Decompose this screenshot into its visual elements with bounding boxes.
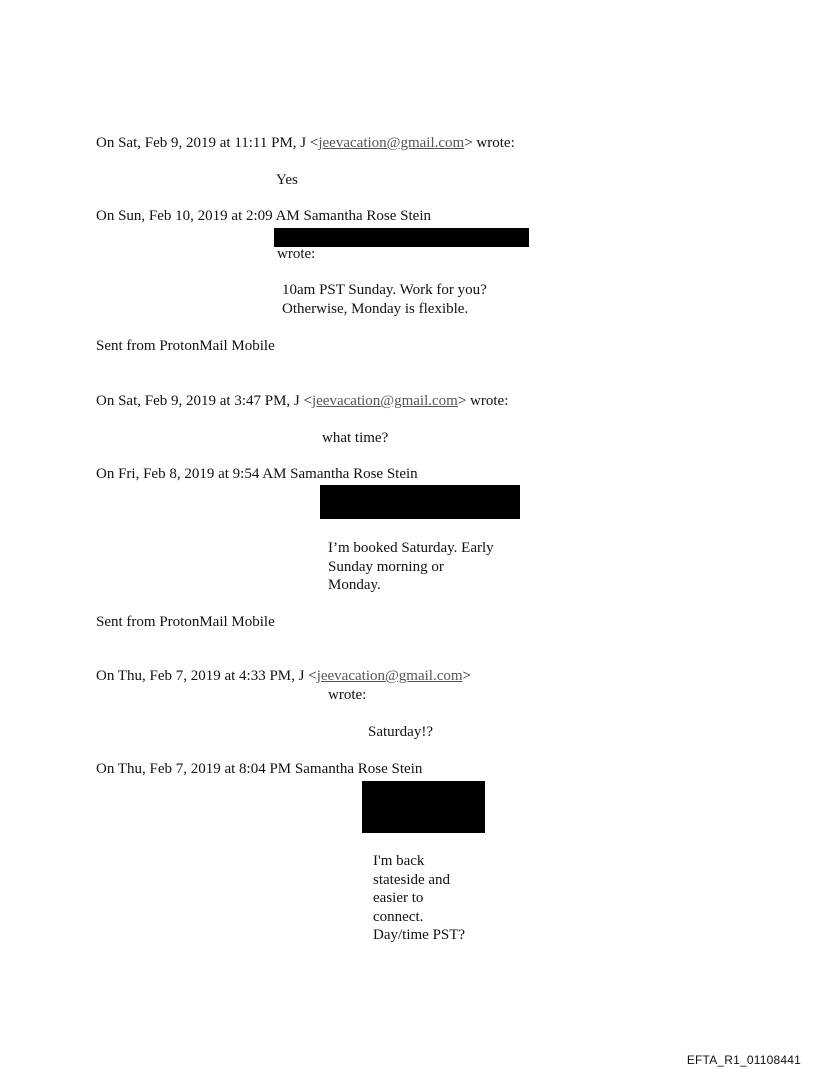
redaction-box — [362, 781, 485, 833]
email-header-5 — [96, 667, 471, 685]
email-link[interactable]: jeevacation@gmail.com — [311, 393, 458, 409]
signature: Sent from ProtonMail Mobile — [96, 614, 275, 630]
body-line: Monday. — [328, 577, 381, 593]
body-line: 10am PST Sunday. Work for you? — [282, 282, 487, 298]
body-line: stateside and — [373, 871, 451, 888]
email-body-1: Yes — [276, 172, 298, 188]
header-text: On Thu, Feb 7, 2019 at 4:33 PM, J < — [96, 668, 317, 684]
wrote-label: wrote: — [328, 687, 367, 703]
email-body-4 — [328, 539, 494, 595]
email-header-4: On Fri, Feb 8, 2019 at 9:54 AM Samantha Rose Stein — [96, 466, 418, 482]
email-header-2: On Sun, Feb 10, 2019 at 2:09 AM Samantha Rose Stein — [96, 208, 431, 224]
body-line: I'm back — [373, 853, 425, 869]
body-line: Otherwise, Monday is flexible. — [282, 300, 469, 317]
header-text: > wrote: — [464, 135, 515, 151]
body-line: Sunday morning or — [328, 558, 444, 575]
email-header-3 — [96, 392, 508, 410]
signature: Sent from ProtonMail Mobile — [96, 338, 275, 354]
email-body-6 — [373, 852, 465, 945]
email-header-6: On Thu, Feb 7, 2019 at 8:04 PM Samantha Rose Stein — [96, 761, 423, 777]
email-link[interactable]: jeevacation@gmail.com — [318, 135, 465, 151]
header-text: > — [462, 668, 472, 684]
document-id: EFTA_R1_01108441 — [686, 1053, 801, 1067]
email-body-2 — [282, 281, 487, 318]
email-body-3: what time? — [322, 430, 389, 446]
header-text: On Sat, Feb 9, 2019 at 11:11 PM, J < — [96, 135, 319, 151]
wrote-label: wrote: — [277, 246, 316, 262]
redaction-box — [320, 485, 520, 519]
body-line: Day/time PST? — [373, 927, 466, 943]
header-text: > wrote: — [457, 393, 509, 409]
email-link[interactable]: jeevacation@gmail.com — [316, 668, 463, 684]
body-line: connect. — [373, 908, 424, 925]
email-header-1 — [96, 134, 515, 152]
body-line: easier to — [373, 890, 424, 906]
body-line: I’m booked Saturday. Early — [328, 540, 494, 556]
header-text: On Sat, Feb 9, 2019 at 3:47 PM, J < — [96, 393, 312, 409]
email-body-5: Saturday!? — [368, 724, 433, 740]
